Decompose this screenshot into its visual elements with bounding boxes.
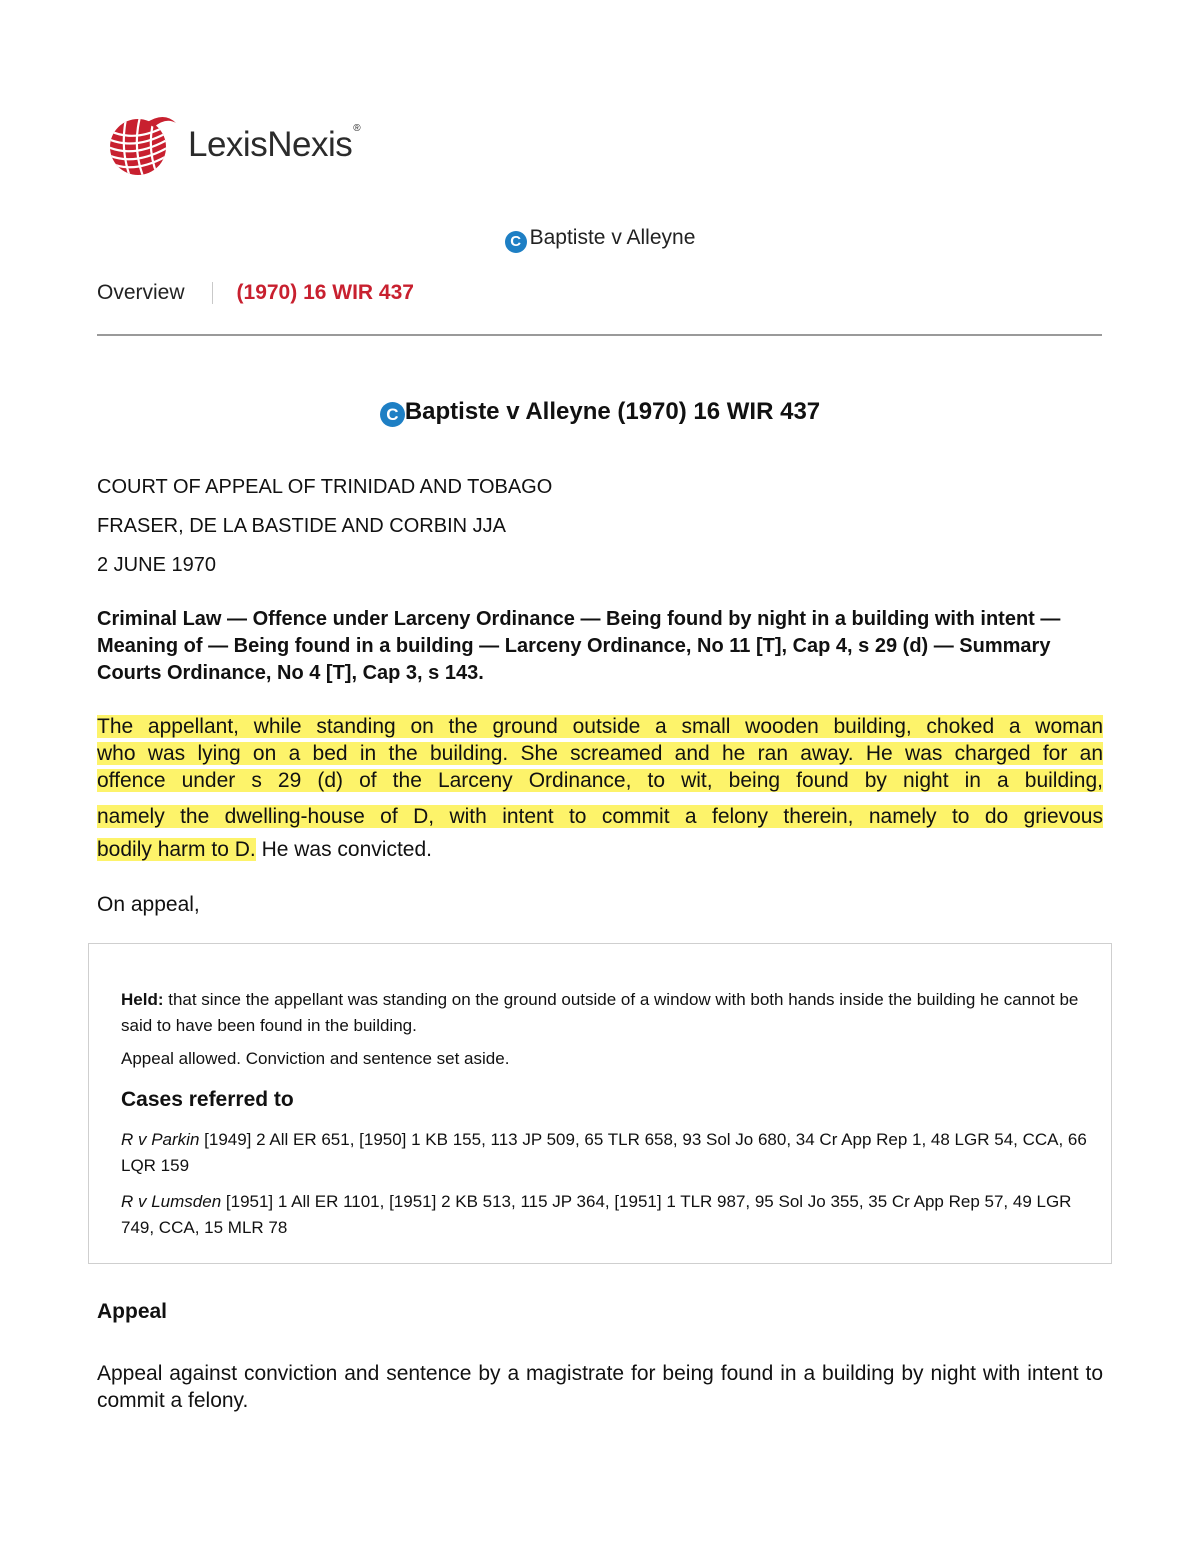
page-title	[0, 398, 1200, 427]
summary-line: offence under s 29 (d) of the Larceny Ordinance, to wit, being found by night in a building,	[97, 769, 1103, 792]
lexisnexis-logo	[106, 108, 360, 178]
header-title[interactable]: Baptiste v Alleyne	[529, 226, 696, 249]
held-body: that since the appellant was standing on the ground outside of a window with both hands inside the building he cannot be said to have been found in the building.	[121, 990, 1079, 1035]
appeal-heading: Appeal	[97, 1300, 168, 1323]
logo-wordmark: LexisNexis®	[188, 123, 361, 164]
catchwords: Criminal Law — Offence under Larceny Ordinance — Being found by night in a building with intent — Meaning of — Being found in a building — Larceny Ordinance, No 11 [T], Cap 4, s 29 (d) — Summary Courts Ordinance, No 4 [T], Cap 3, s 143.	[97, 608, 1061, 684]
case-entry	[121, 1127, 1087, 1179]
case-badge-icon: C	[505, 231, 527, 253]
case-entry	[121, 1189, 1087, 1241]
summary-line-highlighted: bodily harm to D.	[97, 838, 256, 861]
appeal-result: Appeal allowed. Conviction and sentence set aside.	[121, 1049, 510, 1068]
page-title-text: Baptiste v Alleyne (1970) 16 WIR 437	[404, 398, 821, 425]
held-text	[121, 987, 1081, 1039]
judgment-date: 2 JUNE 1970	[97, 554, 216, 576]
judges: FRASER, DE LA BASTIDE AND CORBIN JJA	[97, 515, 506, 537]
summary-line: namely the dwelling-house of D, with intent to commit a felony therein, namely to do grievous	[97, 805, 1103, 828]
tab-overview[interactable]: Overview	[97, 281, 185, 304]
case-citation: [1951] 1 All ER 1101, [1951] 2 KB 513, 115 JP 364, [1951] 1 TLR 987, 95 Sol Jo 355, 35 Cr App Rep 57, 49 LGR 749, CCA, 15 MLR 78	[121, 1192, 1072, 1237]
summary-line: who was lying on a bed in the building. She screamed and he ran away. He was charged for an	[97, 742, 1103, 765]
summary-line: The appellant, while standing on the ground outside a small wooden building, choked a woman	[97, 715, 1103, 738]
lexisnexis-globe-icon	[106, 109, 178, 177]
tab-separator	[212, 282, 213, 304]
document-link-title[interactable]	[0, 226, 1200, 253]
case-badge-icon: C	[380, 402, 405, 427]
cases-heading: Cases referred to	[121, 1088, 294, 1111]
case-name-link[interactable]: R v Parkin	[121, 1130, 200, 1149]
held-label: Held:	[121, 990, 164, 1009]
court-name: COURT OF APPEAL OF TRINIDAD AND TOBAGO	[97, 476, 553, 498]
summary-line-plain: He was convicted.	[255, 838, 432, 861]
case-citation: [1949] 2 All ER 651, [1950] 1 KB 155, 113 JP 509, 65 TLR 658, 93 Sol Jo 680, 34 Cr App Rep 1, 48 LGR 54, CCA, 66 LQR 159	[121, 1130, 1087, 1175]
tab-citation[interactable]: (1970) 16 WIR 437	[236, 281, 414, 304]
appeal-text: Appeal against conviction and sentence by a magistrate for being found in a building by night with intent to commit a felony.	[97, 1362, 1103, 1412]
document-tabs	[97, 281, 414, 305]
on-appeal-text: On appeal,	[97, 893, 200, 916]
case-summary	[97, 713, 1103, 863]
header-divider	[97, 334, 1102, 336]
case-name-link[interactable]: R v Lumsden	[121, 1192, 222, 1211]
